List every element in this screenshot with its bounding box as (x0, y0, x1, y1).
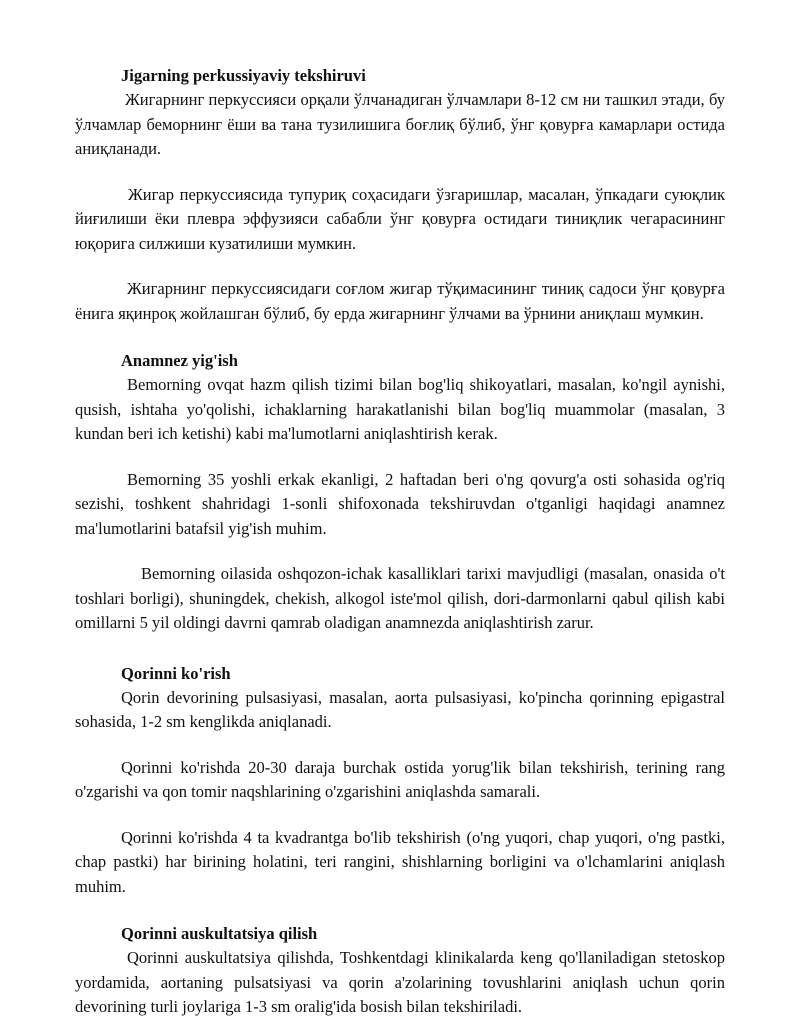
paragraph: Qorin devorining pulsasiyasi, masalan, aorta pulsasiyasi, ko'pincha qorinning epigastral sohasida, 1-2 sm kenglikda aniqlanadi. (75, 687, 725, 731)
paragraph: Жигарнинг перкуссиясидаги соғлом жигар тўқимасининг тиниқ садоси ўнг қовурға ёнига яқинроқ жойлашган бўлиб, бу ерда жигарнинг ўлчами ва ўрнини аниқлаш мумкин. (75, 279, 725, 323)
document-page (75, 64, 725, 1020)
section-anamnesis (75, 349, 725, 636)
section-title-abdomen-inspection: Qorinni ko'rish (121, 663, 231, 683)
paragraph: Жигарнинг перкуссияси орқали ўлчанадиган ўлчамлари 8-12 см ни ташкил этади, бу ўлчамлар беморнинг ёши ва тана тузилишига боғлиқ бўлиб, ўнг қовурға камарлари остида аниқланади. (75, 90, 725, 158)
section-auscultation (75, 922, 725, 1020)
paragraph: Qorinni ko'rishda 20-30 daraja burchak ostida yorug'lik bilan tekshirish, terining rang o'zgarishi va qon tomir naqshlarining o'zgarishini aniqlashda samarali. (75, 757, 725, 801)
paragraph: Qorinni auskultatsiya qilishda, Toshkentdagi klinikalarda keng qo'llaniladigan stetoskop yordamida, aortaning pulsatsiyasi va qorin a'zolarining tovushlarini aniqlash uchun qorin devorining turli joylariga 1-3 sm oralig'ida bosish bilan tekshiriladi. (75, 948, 725, 1016)
paragraph: Qorinni ko'rishda 4 ta kvadrantga bo'lib tekshirish (o'ng yuqori, chap yuqori, o'ng pastki, chap pastki) har birining holatini, teri rangini, shishlarning borligini va o'lchamlarini aniqlash muhim. (75, 827, 725, 896)
section-abdomen-inspection (75, 662, 725, 900)
paragraph: Bemorning ovqat hazm qilish tizimi bilan bog'liq shikoyatlari, masalan, ko'ngil aynishi, qusish, ishtaha yo'qolishi, ichaklarning harakatlanishi bilan bog'liq muammolar (masalan, 3 kundan beri ich ketishi) kabi ma'lumotlarni aniqlashtirish kerak. (75, 375, 725, 443)
section-percussion (75, 64, 725, 326)
section-title-auscultation: Qorinni auskultatsiya qilish (121, 924, 318, 943)
section-title-percussion: Jigarning perkussiyaviy tekshiruvi (121, 66, 366, 85)
section-title-anamnesis: Anamnez yig'ish (121, 351, 238, 370)
paragraph: Жигар перкуссиясида тупуриқ соҳасидаги ўзгаришлар, масалан, ўпкадаги суюқлик йиғилиши ёки плевра эффузияси сабабли ўнг қовурға остидаги тиниқлик чегарасининг юқорига силжиши кузатилиши мумкин. (75, 184, 725, 253)
paragraph: Bemorning oilasida oshqozon-ichak kasalliklari tarixi mavjudligi (masalan, onasida o't toshlari borligi), shuningdek, chekish, alkogol iste'mol qilish, dori-darmonlarni qabul qilish kabi omillarni 5 yil oldingi davrni qamrab oladigan anamnezda aniqlashtirish zarur. (75, 564, 725, 632)
paragraph: Bemorning 35 yoshli erkak ekanligi, 2 haftadan beri o'ng qovurg'a osti sohasida og'riq sezishi, toshkent shahridagi 1-sonli shifoxonada tekshiruvdan o'tganligi haqidagi anamnez ma'lumotlarini batafsil yig'ish muhim. (75, 469, 725, 538)
